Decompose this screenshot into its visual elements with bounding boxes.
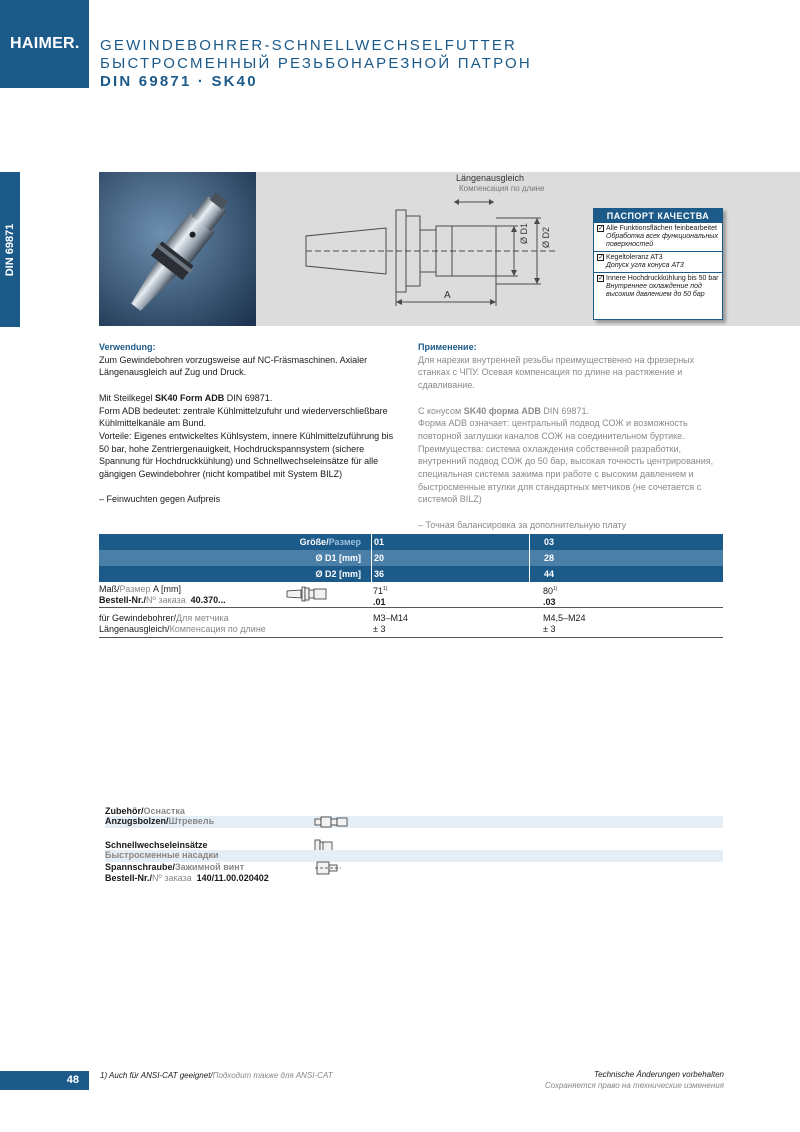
- usage-heading-de: Verwendung:: [99, 342, 156, 352]
- title-norm: DIN 69871 · SK40: [100, 73, 258, 90]
- usage-heading-ru: Применение:: [418, 342, 477, 352]
- accessory-screw: Spannschraube/Зажимной винт: [105, 862, 723, 872]
- quality-item-de: Innere Hochdruckkühlung bis 50 bar: [606, 275, 719, 282]
- quality-passport: [593, 208, 723, 320]
- product-photo: [99, 172, 256, 326]
- usage-p4-de: Vorteile: Eigenes entwickeltes Kühlsystem, innere Kühlmittelzuführung bis 50 bar, hohe Zentriergenauigkeit, Hochdruckspannsystem (sichere Spannung für Hochdruckkühlung) und Schnellwechseleinsätze für alle gängigen Gewindebohrer (nicht kompatibel mit System BILZ): [99, 430, 394, 480]
- footnote: 1) Auch für ANSI-CAT geeignet/Подходит также для ANSI-CAT: [100, 1071, 333, 1080]
- usage-p3-de: Form ADB bedeutet: zentrale Kühlmittelzufuhr und wiederverschließbare Kühlmittelkanäle am Bund.: [99, 405, 388, 429]
- changes-reserved: Technische Änderungen vorbehalten Сохраняется право на технические изменения: [544, 1070, 724, 1090]
- table-row-tap: für Gewindebohrer/Для метчика Längenausgleich/Компенсация по длине M3–M14 ± 3 M4,5–M24 ± 3: [99, 610, 723, 638]
- usage-p5-ru: – Точная балансировка за дополнительную плату: [418, 519, 627, 530]
- usage-p5-de: – Feinwuchten gegen Aufpreis: [99, 494, 221, 505]
- quality-item-ru: Допуск угла конуса AT3: [606, 262, 684, 269]
- title-de: GEWINDEBOHRER-SCHNELLWECHSELFUTTER: [100, 37, 518, 54]
- drawing-dim-d2: Ø D2: [541, 226, 551, 248]
- pull-stud-icon: [313, 815, 353, 829]
- usage-p2-de: Mit Steilkegel SK40 Form ADB DIN 69871.: [99, 392, 273, 403]
- drawing-label-de: Längenausgleich: [456, 173, 525, 183]
- accessories-heading: Zubehör/Оснастка: [105, 806, 185, 816]
- usage-p1-de: Zum Gewindebohren vorzugsweise auf NC-Fräsmaschinen. Axialer Längenausgleich auf Zug und Druck.: [99, 354, 368, 378]
- drawing-dim-d1: Ø D1: [519, 222, 529, 244]
- title-ru: БЫСТРОСМЕННЫЙ РЕЗЬБОНАРЕЗНОЙ ПАТРОН: [100, 55, 532, 72]
- usage-p3-ru: Форма ADB означает: центральный подвод СОЖ и возможность повторной заглушки каналов СОЖ на соединительном буртике.: [418, 418, 688, 441]
- table-row-d2: Ø D2 [mm] 36 44: [99, 566, 723, 582]
- quality-passport-title: ПАСПОРТ КАЧЕСТВА: [594, 209, 722, 223]
- table-header-size: Größe/Размер 01 03: [99, 534, 723, 550]
- quality-item-ru: Обработка всех функциональных поверхностей: [606, 233, 718, 248]
- usage-text-ru: [418, 341, 728, 532]
- holder-icon: [285, 582, 335, 606]
- usage-text-de: [99, 341, 399, 506]
- quality-item-ru: Внутреннее охлаждение под высоким давлением до 50 бар: [606, 283, 705, 298]
- accessory-inserts-ru: Быстросменные насадки: [105, 850, 723, 862]
- side-tab-label: DIN 69871: [4, 223, 16, 276]
- product-table: [99, 534, 723, 638]
- accessory-inserts: Schnellwechseleinsätze: [105, 840, 723, 850]
- size-03: 03: [529, 534, 723, 550]
- checkbox-icon: ✓: [598, 275, 604, 282]
- accessory-pull-stud: Anzugsbolzen/Штревель: [105, 816, 723, 828]
- table-row-order: Maß/Размер A [mm] Bestell-Nr./Nº заказа 40.370... 71$^{1)}$ .01 80$^{1)}$ .03: [99, 582, 723, 608]
- quality-item: [594, 223, 722, 252]
- usage-p4-ru: Преимущества: система охлаждения собственной разработки, внутренний подвод СОЖ до 50 бар, высокая точность центрирования, специальная система зажима при работе с высоким давлением и быстросменные втулки для стандартных метчиков (не сочетается с системой BILZ): [418, 443, 714, 505]
- quality-item-de: Kegeltoleranz AT3: [606, 254, 663, 261]
- brand-logo-block: [0, 0, 89, 88]
- quality-item: [594, 252, 722, 273]
- drawing-dim-a: A: [444, 290, 451, 301]
- quality-item: [594, 273, 722, 301]
- size-01: 01: [371, 534, 529, 550]
- checkbox-icon: ✓: [598, 254, 604, 261]
- usage-p1-ru: Для нарезки внутренней резьбы преимущественно на фрезерных станках с ЧПУ. Осевая компенсация по длине на растяжение и сдавливание.: [418, 354, 695, 391]
- checkbox-icon: ✓: [598, 225, 604, 232]
- table-row-d1: Ø D1 [mm] 20 28: [99, 550, 723, 566]
- accessory-order: Bestell-Nr./Nº заказа 140/11.00.020402: [105, 873, 269, 883]
- side-tab: [0, 172, 20, 327]
- accessories: [105, 806, 723, 883]
- quality-item-de: Alle Funktionsflächen feinbearbeitet: [606, 225, 717, 232]
- page-number-tab: [0, 1071, 89, 1090]
- page-number: 48: [66, 1074, 79, 1086]
- usage-p2-ru: С конусом SK40 форма ADB DIN 69871.: [418, 405, 589, 416]
- brand-logo: HAIMER.: [10, 35, 80, 52]
- drawing-label-ru: Компенсация по длине: [459, 184, 545, 193]
